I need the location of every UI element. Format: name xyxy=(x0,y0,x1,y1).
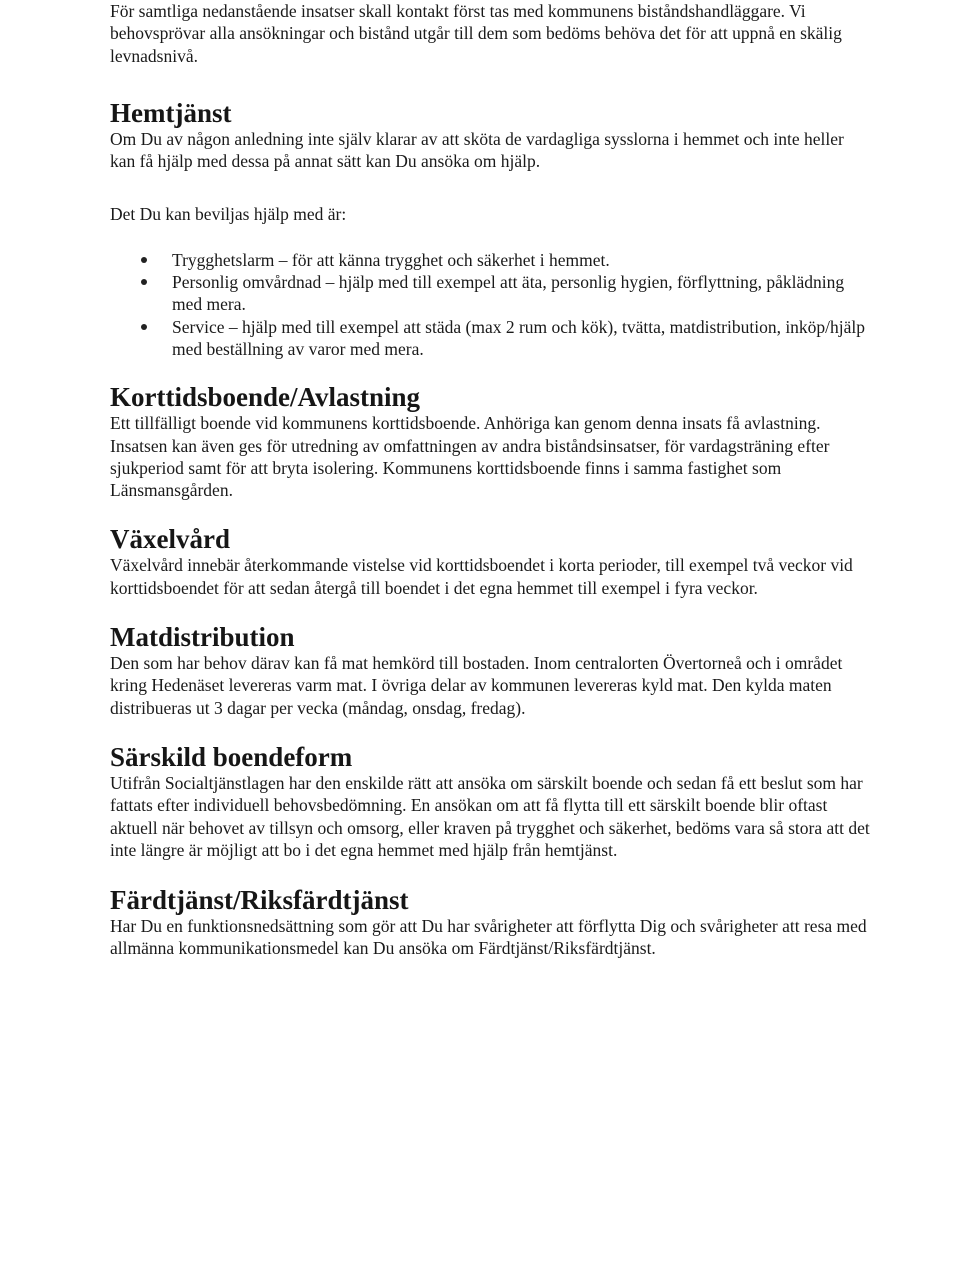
bullet-icon xyxy=(141,324,147,330)
section-vaxelvard xyxy=(110,524,870,599)
list-item xyxy=(110,316,870,361)
matdistribution-paragraph: Den som har behov därav kan få mat hemkörd till bostaden. Inom centralorten Övertorneå och i området kring Hedenäset levereras varm mat. I övriga delar av kommunen levereras kyld mat. Den kylda maten distribueras ut 3 dagar per vecka (måndag, onsdag, fredag). xyxy=(110,653,843,718)
section-fardtjanst xyxy=(110,885,870,960)
section-hemtjanst xyxy=(110,98,870,360)
heading-hemtjanst: Hemtjänst xyxy=(110,97,232,128)
vaxelvard-paragraph: Växelvård innebär återkommande vistelse vid korttidsboendet i korta perioder, till exempel två veckor vid korttidsboendet för att sedan återgå till boendet i det egna hemmet till exempel i fyra veckor. xyxy=(110,555,853,598)
heading-fardtjanst: Färdtjänst/Riksfärdtjänst xyxy=(110,885,409,916)
heading-sarskild-boendeform: Särskild boendeform xyxy=(110,741,353,772)
intro-paragraph: För samtliga nedanstående insatser skall kontakt först tas med kommunens biståndshandläggare. Vi behovsprövar alla ansökningar och bistånd utgår till dem som bedöms behöva det för att uppnå en skälig levnadsnivå. xyxy=(110,1,842,66)
section-korttidsboende xyxy=(110,382,870,501)
list-item xyxy=(110,249,870,271)
korttidsboende-paragraph: Ett tillfälligt boende vid kommunens korttidsboende. Anhöriga kan genom denna insats få avlastning. Insatsen kan även ges för utredning av omfattningen av andra biståndsinsatser, för vardagsträning efter sjukperiod samt för att bryta isolering. Kommunens korttidsboende finns i samma fastighet som Länsmansgården. xyxy=(110,413,830,501)
hemtjanst-bullet-list xyxy=(110,249,870,360)
list-item-text: Trygghetslarm – för att känna trygghet och säkerhet i hemmet. xyxy=(172,249,610,270)
list-item-text: Personlig omvårdnad – hjälp med till exempel att äta, personlig hygien, förflyttning, påklädning med mera. xyxy=(172,272,845,315)
document-page xyxy=(110,0,870,960)
section-sarskild-boendeform xyxy=(110,742,870,861)
heading-matdistribution: Matdistribution xyxy=(110,622,295,653)
heading-vaxelvard: Växelvård xyxy=(110,524,230,555)
list-item-text: Service – hjälp med till exempel att städa (max 2 rum och kök), tvätta, matdistribution, inköp/hjälp med beställning av varor med mera. xyxy=(172,316,866,359)
section-matdistribution xyxy=(110,622,870,719)
hemtjanst-paragraph: Om Du av någon anledning inte själv klarar av att sköta de vardagliga sysslorna i hemmet och inte heller kan få hjälp med dessa på annat sätt kan Du ansöka om hjälp. xyxy=(110,128,844,172)
bullet-icon xyxy=(141,279,147,285)
list-item xyxy=(110,271,870,316)
sarskild-boendeform-paragraph: Utifrån Socialtjänstlagen har den enskilde rätt att ansöka om särskilt boende och sedan få ett beslut som har fattats efter individuell behovsbedömning. En ansökan om att få flytta till ett särskilt boende blir oftast aktuell när behovet av tillsyn och omsorg, eller kraven på trygghet och säkerhet, bedöms vara så stora att det inte längre är möjligt att bo i det egna hemmet med hjälp från hemtjänst. xyxy=(110,772,870,860)
heading-korttidsboende: Korttidsboende/Avlastning xyxy=(110,382,421,413)
fardtjanst-paragraph: Har Du en funktionsnedsättning som gör att Du har svårigheter att förflytta Dig och svårigheter att resa med allmänna kommunikationsmedel kan Du ansöka om Färdtjänst/Riksfärdtjänst. xyxy=(110,916,867,959)
bullet-icon xyxy=(141,257,147,263)
hemtjanst-lead: Det Du kan beviljas hjälp med är: xyxy=(110,204,347,225)
